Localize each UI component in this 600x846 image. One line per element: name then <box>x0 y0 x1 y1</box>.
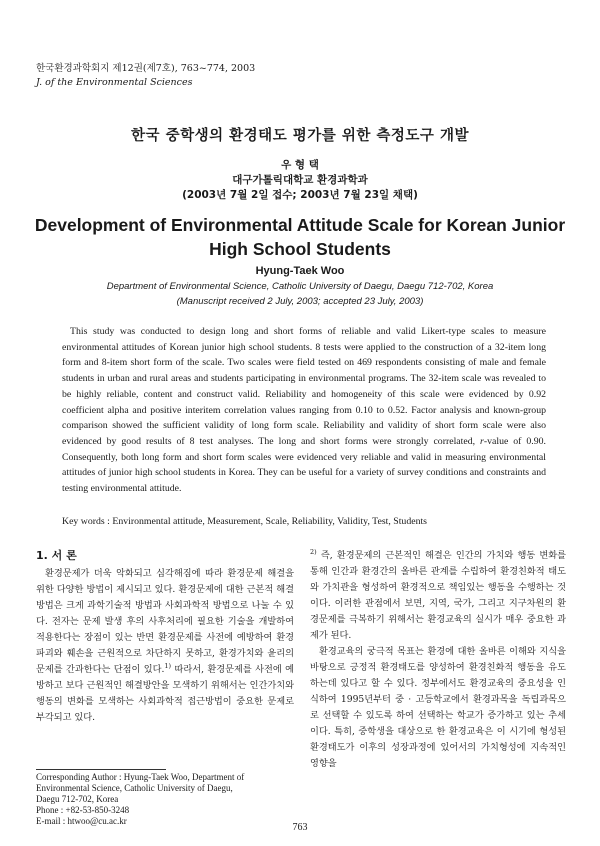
affiliation-english: Department of Environmental Science, Catholic University of Daegu, Daegu 712-702, Korea <box>106 281 494 292</box>
footnote-line-2: Environmental Science, Catholic University of Daegu, <box>36 783 233 793</box>
body-column-left <box>36 566 294 726</box>
footnote-line-1: Corresponding Author : Hyung-Taek Woo, Department of <box>36 772 245 782</box>
intro-para-1-part-b: 따라서, 환경문제를 사전에 예방하고 보다 근원적인 해결방안을 모색하기 위해서는 인간가치와 행동의 변화를 모색하는 사회과학적 접근방법이 중요한 문제로 부각되고 있다. <box>36 664 295 723</box>
keywords: Key words : Environmental attitude, Measurement, Scale, Reliability, Validity, Test, Students <box>62 516 427 527</box>
author-korean: 우 형 택 <box>281 159 319 171</box>
abstract-text-part-1: This study was conducted to design long and short forms of reliable and valid Likert-type scales to measure environmental attitudes of Korean junior high school students. 8 tests were applied to the construction of a 32-item long form and 8-item short form of the scale. Two scales were field tested on 469 respondents consisting of male and female students in urban and rural areas and students participating in environmental programs. The 32-item scale was revealed to be highly reliable, content and construct valid. Reliability and homogeneity of this scale were evidenced by 0.92 coefficient alpha and positive interitem correlation values ranging from 0.10 to 0.52. Factor analysis and known-group comparison showed the sufficient validity of long form scale. Reliability and validity of short form scale were also evidenced by good results of 8 test analyses. The long and short forms were strongly correlated, <box>62 326 546 447</box>
footnote-email: E-mail : htwoo@cu.ac.kr <box>36 816 127 826</box>
section-heading-introduction: 1. 서 론 <box>36 549 77 562</box>
intro-paragraph-1-cont <box>310 548 566 644</box>
dates-korean: (2003년 7월 2일 접수; 2003년 7월 23일 채택) <box>182 189 418 201</box>
footnote-line-3: Daegu 712-702, Korea <box>36 794 119 804</box>
dates-english: (Manuscript received 2 July, 2003; accepted 23 July, 2003) <box>176 296 424 307</box>
intro-paragraph-2: 환경교육의 궁극적 목표는 환경에 대한 올바른 이해와 지식을 바탕으로 긍정적 환경태도를 양성하여 환경친화적 행동을 유도하는데 있다고 할 수 있다. 정부에서도 환경교육의 중요성을 인식하여 1995년부터 중 · 고등학교에서 환경과목을 독립과목으로 선택할 수 있도록 하여 선택하는 학교가 증가하고 있는 추세이다. 특히, 중학생을 대상으로 한 환경교육은 이 시기에 형성된 환경태도가 이후의 성장과정에 있어서의 가치형성에 지속적인 영향을 <box>310 646 566 769</box>
reference-1: 1) <box>164 661 172 670</box>
journal-citation-kr: 한국환경과학회지 제12권(제7호), 763~774, 2003 <box>36 63 256 74</box>
title-korean: 한국 중학생의 환경태도 평가를 위한 측정도구 개발 <box>131 128 469 144</box>
intro-para-1-part-c: 즉, 환경문제의 근본적인 해결은 인간의 가치와 행동 변화를 통해 인간과 환경간의 올바른 관계를 수립하여 환경친화적 태도와 가치관을 형성하여 환경적으로 책임있는 행동을 수행하는 것이다. 이러한 관점에서 보면, 지역, 국가, 그리고 지구차원의 환경문제를 극복하기 위해서는 환경교육의 실시가 매우 중요한 과제가 된다. <box>310 550 566 641</box>
corresponding-author-footnote <box>36 772 294 827</box>
abstract-text-part-2: -value of 0.90. Consequently, both long form and short form scales were evidenced very reliable and valid in measuring environmental attitudes of junior high school students in Korea. They can be useful for a variety of survey conditions and constraints and testing environmental attitude. <box>62 435 546 495</box>
reference-2: 2) <box>310 547 317 556</box>
affiliation-korean: 대구가톨릭대학교 환경과학과 <box>232 174 368 186</box>
intro-para-1-part-a: 환경문제가 더욱 악화되고 심각해짐에 따라 환경문제 해결을 위한 다양한 방법이 제시되고 있다. 환경문제에 대한 근본적 해결방법은 크게 과학기술적 방법과 사회과학적 방법으로 나눌 수 있다. 전자는 문제 발생 후의 사후처리에 필요한 기술을 개발하여 적용한다는 장점이 있는 반면 환경문제를 사전에 예방하여 환경파괴와 훼손을 근원적으로 차단하지 못하고, 환경가치와 윤리의 문제를 간과한다는 단점이 있다. <box>36 568 294 675</box>
author-english: Hyung-Taek Woo <box>255 265 345 277</box>
body-column-right <box>310 548 566 772</box>
abstract-r-symbol: r <box>480 435 484 447</box>
journal-header <box>36 62 255 90</box>
footnote-phone: Phone : +82-53-850-3248 <box>36 805 130 815</box>
page-number: 763 <box>292 822 308 833</box>
footnote-divider <box>36 769 166 770</box>
abstract <box>62 324 546 497</box>
intro-paragraph-1 <box>36 566 294 726</box>
title-english: Development of Environmental Attitude Scale for Korean Junior High School Students <box>34 215 566 259</box>
journal-name-en: J. of the Environmental Sciences <box>36 77 193 88</box>
